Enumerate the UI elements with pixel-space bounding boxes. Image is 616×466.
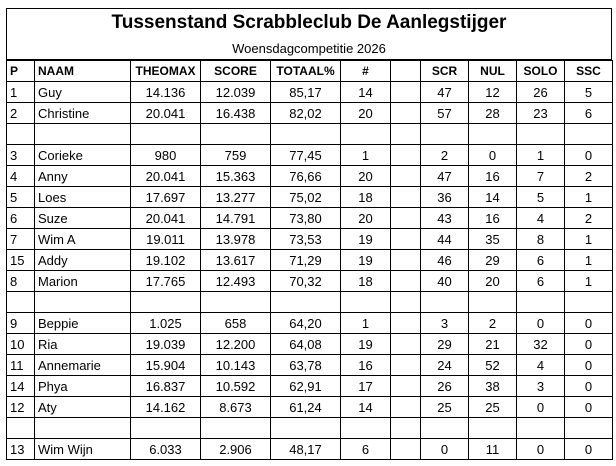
cell-ssc: 1 <box>565 271 613 292</box>
cell-naam: Loes <box>35 187 131 208</box>
empty-cell <box>421 124 469 145</box>
cell-spacer <box>391 439 421 460</box>
cell-count: 6 <box>341 439 391 460</box>
cell-scr: 24 <box>421 355 469 376</box>
cell-totaal: 61,24 <box>271 397 341 418</box>
cell-score: 15.363 <box>201 166 271 187</box>
cell-solo: 7 <box>517 166 565 187</box>
cell-score: 12.039 <box>201 82 271 103</box>
empty-cell <box>517 292 565 313</box>
cell-scr: 36 <box>421 187 469 208</box>
cell-solo: 32 <box>517 334 565 355</box>
empty-cell <box>341 124 391 145</box>
cell-ssc: 0 <box>565 313 613 334</box>
empty-cell <box>391 124 421 145</box>
cell-totaal: 62,91 <box>271 376 341 397</box>
header-totaal: TOTAAL% <box>271 61 341 82</box>
table-row <box>7 229 613 250</box>
cell-count: 1 <box>341 145 391 166</box>
cell-theomax: 20.041 <box>131 166 201 187</box>
cell-naam: Wim A <box>35 229 131 250</box>
cell-theomax: 17.765 <box>131 271 201 292</box>
cell-scr: 44 <box>421 229 469 250</box>
cell-solo: 3 <box>517 376 565 397</box>
cell-count: 14 <box>341 82 391 103</box>
cell-scr: 2 <box>421 145 469 166</box>
cell-solo: 8 <box>517 229 565 250</box>
cell-naam: Christine <box>35 103 131 124</box>
empty-cell <box>341 418 391 439</box>
cell-p: 4 <box>7 166 35 187</box>
cell-totaal: 71,29 <box>271 250 341 271</box>
cell-count: 1 <box>341 313 391 334</box>
cell-score: 2.906 <box>201 439 271 460</box>
cell-count: 20 <box>341 103 391 124</box>
cell-theomax: 15.904 <box>131 355 201 376</box>
empty-cell <box>131 124 201 145</box>
empty-cell <box>565 418 613 439</box>
empty-cell <box>35 418 131 439</box>
table-row <box>7 103 613 124</box>
cell-count: 16 <box>341 355 391 376</box>
cell-spacer <box>391 103 421 124</box>
empty-cell <box>565 124 613 145</box>
cell-count: 20 <box>341 166 391 187</box>
cell-score: 12.493 <box>201 271 271 292</box>
table-row <box>7 376 613 397</box>
table-row <box>7 334 613 355</box>
cell-score: 13.617 <box>201 250 271 271</box>
table-row <box>7 439 613 460</box>
cell-solo: 4 <box>517 355 565 376</box>
cell-solo: 0 <box>517 397 565 418</box>
cell-solo: 5 <box>517 187 565 208</box>
empty-cell <box>421 418 469 439</box>
cell-scr: 0 <box>421 439 469 460</box>
cell-naam: Ria <box>35 334 131 355</box>
cell-spacer <box>391 334 421 355</box>
empty-cell <box>391 418 421 439</box>
cell-nul: 11 <box>469 439 517 460</box>
cell-score: 10.592 <box>201 376 271 397</box>
cell-p: 8 <box>7 271 35 292</box>
cell-scr: 46 <box>421 250 469 271</box>
cell-nul: 38 <box>469 376 517 397</box>
cell-solo: 4 <box>517 208 565 229</box>
cell-theomax: 980 <box>131 145 201 166</box>
cell-nul: 16 <box>469 208 517 229</box>
separator-row <box>7 292 613 313</box>
empty-cell <box>341 292 391 313</box>
cell-count: 17 <box>341 376 391 397</box>
cell-score: 14.791 <box>201 208 271 229</box>
cell-ssc: 0 <box>565 334 613 355</box>
cell-theomax: 20.041 <box>131 103 201 124</box>
cell-spacer <box>391 376 421 397</box>
header-ssc: SSC <box>565 61 613 82</box>
header-naam: NAAM <box>35 61 131 82</box>
cell-totaal: 75,02 <box>271 187 341 208</box>
cell-p: 10 <box>7 334 35 355</box>
empty-cell <box>271 418 341 439</box>
empty-cell <box>565 292 613 313</box>
empty-cell <box>7 124 35 145</box>
cell-spacer <box>391 166 421 187</box>
cell-count: 20 <box>341 208 391 229</box>
cell-score: 12.200 <box>201 334 271 355</box>
cell-ssc: 0 <box>565 376 613 397</box>
cell-totaal: 70,32 <box>271 271 341 292</box>
cell-theomax: 1.025 <box>131 313 201 334</box>
cell-p: 3 <box>7 145 35 166</box>
cell-count: 19 <box>341 250 391 271</box>
header-scr: SCR <box>421 61 469 82</box>
cell-p: 7 <box>7 229 35 250</box>
cell-solo: 0 <box>517 439 565 460</box>
table-row <box>7 208 613 229</box>
cell-ssc: 1 <box>565 187 613 208</box>
cell-nul: 29 <box>469 250 517 271</box>
cell-p: 5 <box>7 187 35 208</box>
cell-totaal: 63,78 <box>271 355 341 376</box>
cell-score: 10.143 <box>201 355 271 376</box>
empty-cell <box>517 124 565 145</box>
cell-naam: Aty <box>35 397 131 418</box>
cell-spacer <box>391 355 421 376</box>
cell-p: 11 <box>7 355 35 376</box>
cell-naam: Addy <box>35 250 131 271</box>
cell-p: 2 <box>7 103 35 124</box>
cell-p: 12 <box>7 397 35 418</box>
cell-count: 19 <box>341 229 391 250</box>
empty-cell <box>421 292 469 313</box>
cell-spacer <box>391 397 421 418</box>
cell-score: 13.978 <box>201 229 271 250</box>
cell-theomax: 14.136 <box>131 82 201 103</box>
cell-naam: Wim Wijn <box>35 439 131 460</box>
cell-spacer <box>391 208 421 229</box>
cell-ssc: 1 <box>565 229 613 250</box>
cell-scr: 3 <box>421 313 469 334</box>
cell-ssc: 2 <box>565 208 613 229</box>
cell-spacer <box>391 145 421 166</box>
cell-nul: 28 <box>469 103 517 124</box>
cell-totaal: 64,08 <box>271 334 341 355</box>
cell-naam: Corieke <box>35 145 131 166</box>
cell-score: 8.673 <box>201 397 271 418</box>
cell-totaal: 48,17 <box>271 439 341 460</box>
table-row <box>7 313 613 334</box>
cell-naam: Phya <box>35 376 131 397</box>
cell-nul: 16 <box>469 166 517 187</box>
cell-scr: 57 <box>421 103 469 124</box>
table-row <box>7 250 613 271</box>
standings-body <box>7 82 613 460</box>
cell-count: 18 <box>341 271 391 292</box>
cell-totaal: 77,45 <box>271 145 341 166</box>
cell-theomax: 19.102 <box>131 250 201 271</box>
empty-cell <box>517 418 565 439</box>
standings-table <box>6 60 613 460</box>
cell-p: 9 <box>7 313 35 334</box>
cell-nul: 20 <box>469 271 517 292</box>
cell-nul: 12 <box>469 82 517 103</box>
sheet-title: Tussenstand Scrabbleclub De Aanlegstijger <box>6 8 612 37</box>
header-nul: NUL <box>469 61 517 82</box>
table-row <box>7 355 613 376</box>
cell-naam: Annemarie <box>35 355 131 376</box>
empty-cell <box>271 124 341 145</box>
header-solo: SOLO <box>517 61 565 82</box>
standings-sheet <box>6 8 612 460</box>
empty-cell <box>201 418 271 439</box>
cell-theomax: 20.041 <box>131 208 201 229</box>
separator-row <box>7 124 613 145</box>
cell-count: 19 <box>341 334 391 355</box>
cell-naam: Anny <box>35 166 131 187</box>
cell-totaal: 73,53 <box>271 229 341 250</box>
cell-nul: 21 <box>469 334 517 355</box>
header-count: # <box>341 61 391 82</box>
cell-naam: Beppie <box>35 313 131 334</box>
cell-scr: 43 <box>421 208 469 229</box>
cell-p: 14 <box>7 376 35 397</box>
cell-score: 759 <box>201 145 271 166</box>
cell-ssc: 0 <box>565 397 613 418</box>
empty-cell <box>7 418 35 439</box>
cell-theomax: 19.011 <box>131 229 201 250</box>
cell-spacer <box>391 313 421 334</box>
cell-p: 13 <box>7 439 35 460</box>
cell-theomax: 6.033 <box>131 439 201 460</box>
table-row <box>7 397 613 418</box>
header-row <box>7 61 613 82</box>
cell-solo: 1 <box>517 145 565 166</box>
cell-ssc: 1 <box>565 250 613 271</box>
cell-theomax: 17.697 <box>131 187 201 208</box>
cell-spacer <box>391 229 421 250</box>
table-row <box>7 187 613 208</box>
cell-theomax: 14.162 <box>131 397 201 418</box>
cell-nul: 52 <box>469 355 517 376</box>
cell-solo: 6 <box>517 271 565 292</box>
header-spacer <box>391 61 421 82</box>
cell-nul: 35 <box>469 229 517 250</box>
cell-nul: 25 <box>469 397 517 418</box>
cell-naam: Guy <box>35 82 131 103</box>
cell-spacer <box>391 187 421 208</box>
empty-cell <box>469 124 517 145</box>
cell-scr: 40 <box>421 271 469 292</box>
cell-solo: 23 <box>517 103 565 124</box>
cell-count: 14 <box>341 397 391 418</box>
cell-score: 658 <box>201 313 271 334</box>
cell-score: 13.277 <box>201 187 271 208</box>
cell-scr: 26 <box>421 376 469 397</box>
cell-totaal: 73,80 <box>271 208 341 229</box>
cell-spacer <box>391 250 421 271</box>
cell-solo: 6 <box>517 250 565 271</box>
cell-nul: 14 <box>469 187 517 208</box>
table-row <box>7 82 613 103</box>
cell-ssc: 6 <box>565 103 613 124</box>
cell-score: 16.438 <box>201 103 271 124</box>
cell-solo: 26 <box>517 82 565 103</box>
header-score: SCORE <box>201 61 271 82</box>
cell-ssc: 2 <box>565 166 613 187</box>
cell-totaal: 82,02 <box>271 103 341 124</box>
cell-totaal: 85,17 <box>271 82 341 103</box>
cell-solo: 0 <box>517 313 565 334</box>
empty-cell <box>131 418 201 439</box>
separator-row <box>7 418 613 439</box>
table-row <box>7 166 613 187</box>
cell-totaal: 64,20 <box>271 313 341 334</box>
cell-spacer <box>391 271 421 292</box>
cell-ssc: 5 <box>565 82 613 103</box>
cell-ssc: 0 <box>565 145 613 166</box>
cell-scr: 47 <box>421 166 469 187</box>
cell-count: 18 <box>341 187 391 208</box>
cell-totaal: 76,66 <box>271 166 341 187</box>
empty-cell <box>35 124 131 145</box>
table-row <box>7 145 613 166</box>
empty-cell <box>35 292 131 313</box>
sheet-subtitle: Woensdagcompetitie 2026 <box>6 37 612 60</box>
cell-spacer <box>391 82 421 103</box>
table-row <box>7 271 613 292</box>
cell-nul: 0 <box>469 145 517 166</box>
empty-cell <box>469 292 517 313</box>
cell-theomax: 19.039 <box>131 334 201 355</box>
cell-naam: Suze <box>35 208 131 229</box>
cell-theomax: 16.837 <box>131 376 201 397</box>
cell-p: 15 <box>7 250 35 271</box>
cell-scr: 47 <box>421 82 469 103</box>
cell-ssc: 0 <box>565 355 613 376</box>
empty-cell <box>131 292 201 313</box>
empty-cell <box>7 292 35 313</box>
empty-cell <box>391 292 421 313</box>
cell-p: 1 <box>7 82 35 103</box>
header-p: P <box>7 61 35 82</box>
header-theomax: THEOMAX <box>131 61 201 82</box>
cell-ssc: 0 <box>565 439 613 460</box>
cell-scr: 25 <box>421 397 469 418</box>
cell-p: 6 <box>7 208 35 229</box>
cell-naam: Marion <box>35 271 131 292</box>
cell-scr: 29 <box>421 334 469 355</box>
empty-cell <box>201 292 271 313</box>
empty-cell <box>469 418 517 439</box>
empty-cell <box>201 124 271 145</box>
empty-cell <box>271 292 341 313</box>
cell-nul: 2 <box>469 313 517 334</box>
